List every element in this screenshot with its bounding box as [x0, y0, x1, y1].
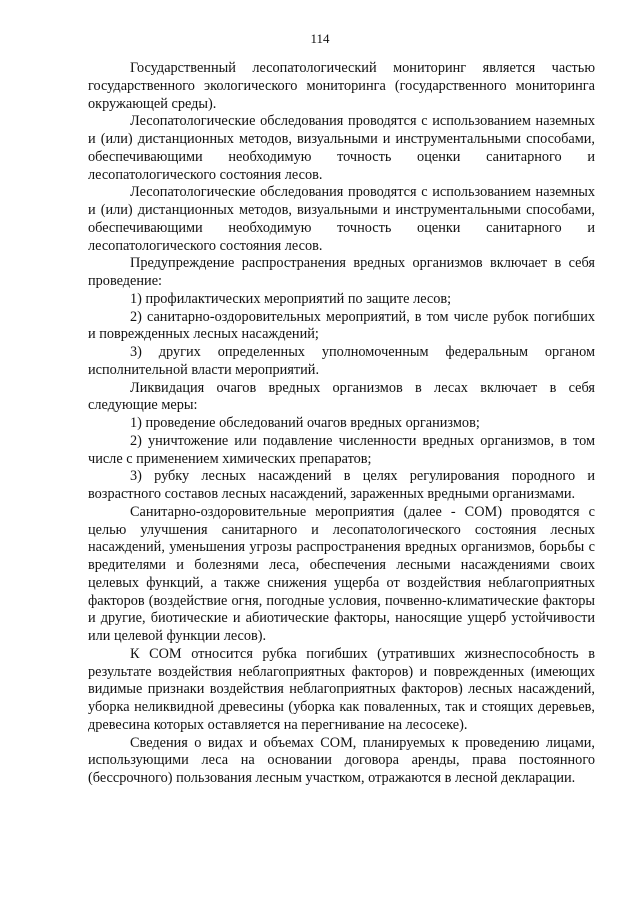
page-number: 114	[310, 31, 330, 46]
list-item-prevention-1: 1) профилактических мероприятий по защите лесов;	[130, 290, 452, 307]
paragraph-liquidation-intro: Ликвидация очагов вредных организмов в лесах включает в себя следующие меры:	[88, 379, 595, 414]
list-item-prevention-3: 3) других определенных уполномоченным федеральным органом исполнительной власти мероприятий.	[88, 344, 595, 378]
paragraph-som-declaration: Сведения о видах и объемах СОМ, планируемых к проведению лицами, использующими леса на основании договора аренды, права постоянного (бессрочного) пользования лесным участком, отражаются в лесной декларации.	[88, 734, 595, 786]
list-item-liquidation-3: 3) рубку лесных насаждений в целях регулирования породного и возрастного составов лесных насаждений, зараженных вредными организмами.	[88, 468, 595, 502]
list-item-liquidation-2: 2) уничтожение или подавление численности вредных организмов, в том числе с применением химических препаратов;	[88, 432, 595, 467]
list-item-liquidation-1: 1) проведение обследований очагов вредных организмов;	[130, 415, 480, 431]
paragraph-survey-methods: Лесопатологические обследования проводятся с использованием наземных и (или) дистанционных методов, визуальными и инструментальными способами, обеспечивающими необходимую точность оценки санитарного и лесопатологического состояния лесов.	[88, 113, 595, 183]
paragraph-som-definition: Санитарно-оздоровительные мероприятия (далее - СОМ) проводятся с целью улучшения санитарного и лесопатологического состояния лесных насаждений, уменьшения угрозы распространения вредных организмов, борьбы с вредителями и болезнями леса, обеспечения лесными насаждениями своих целевых функций, а также снижения ущерба от воздействия неблагоприятных факторов (воздействие огня, погодные условия, почвенно-климатические факторы и другие, биотические и абиотические факторы, наносящие ущерб устойчивости или целевой функции лесов).	[88, 503, 595, 644]
paragraph-prevention-intro: Предупреждение распространения вредных организмов включает в себя проведение:	[88, 255, 595, 289]
paragraph-monitoring-definition: Государственный лесопатологический мониторинг является частью государственного экологического мониторинга (государственного мониторинга окружающей среды).	[88, 60, 595, 112]
document-body	[88, 60, 595, 788]
list-item-prevention-2: 2) санитарно-оздоровительных мероприятий, в том числе рубок погибших и поврежденных лесных насаждений;	[88, 308, 595, 343]
paragraph-survey-methods-repeat: Лесопатологические обследования проводятся с использованием наземных и (или) дистанционных методов, визуальными и инструментальными способами, обеспечивающими необходимую точность оценки санитарного и лесопатологического состояния лесов.	[88, 184, 595, 254]
paragraph-som-scope: К СОМ относится рубка погибших (утративших жизнеспособность в результате воздействия неблагоприятных факторов) и поврежденных (имеющих видимые признаки воздействия неблагоприятных факторов) лесных насаждений, уборка неликвидной древесины (уборка как поваленных, так и стоящих деревьев, древесина которых оставляется на перегнивание на лесосеке).	[88, 645, 595, 733]
